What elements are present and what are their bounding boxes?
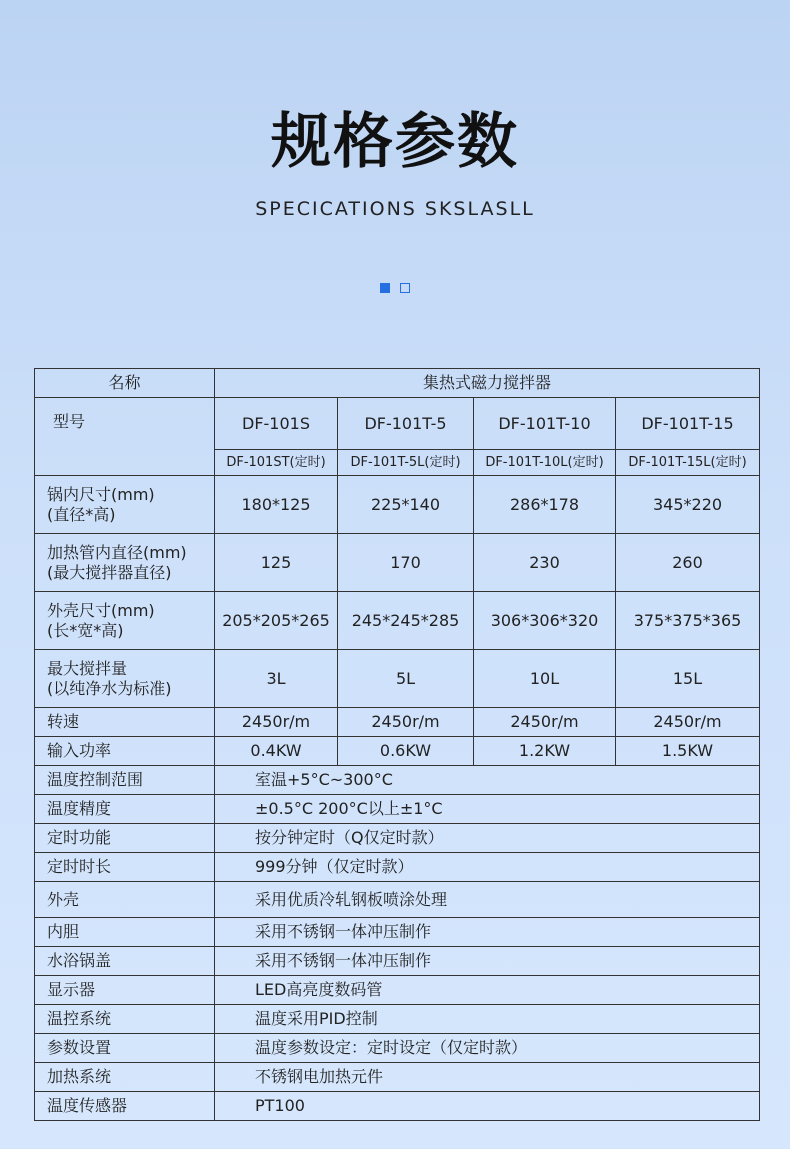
row-value: 10L: [474, 650, 616, 708]
row-value: 5L: [338, 650, 474, 708]
table-row: [35, 650, 760, 708]
row-value: 1.2KW: [474, 737, 616, 766]
row-value: 3L: [215, 650, 338, 708]
row-value: 采用优质冷轧钢板喷涂处理: [215, 882, 760, 918]
row-value: 温度采用PID控制: [215, 1005, 760, 1034]
model-cell: DF-101T-15: [616, 398, 760, 450]
row-value: LED高亮度数码管: [215, 976, 760, 1005]
row-label: 温度精度: [35, 795, 215, 824]
row-value: 2450r/m: [616, 708, 760, 737]
row-label: 内胆: [35, 918, 215, 947]
table-row: [35, 737, 760, 766]
page-subtitle: SPECICATIONS SKSLASLL: [255, 198, 535, 220]
row-value: 2450r/m: [215, 708, 338, 737]
row-label: 最大搅拌量 (以纯净水为标准): [35, 650, 215, 708]
model-timed-cell: DF-101T-5L(定时): [338, 450, 474, 476]
outline-square-icon: [400, 283, 410, 293]
row-label: 外壳尺寸(mm) (长*宽*高): [35, 592, 215, 650]
table-row: [35, 476, 760, 534]
table-row: [35, 534, 760, 592]
page-title: 规格参数: [271, 107, 519, 177]
spec-table: [34, 368, 760, 1121]
row-value: 温度参数设定：定时设定（仅定时款）: [215, 1034, 760, 1063]
model-cell: DF-101T-5: [338, 398, 474, 450]
row-value: 15L: [616, 650, 760, 708]
table-row: [35, 1034, 760, 1063]
row-label: 外壳: [35, 882, 215, 918]
row-value: 225*140: [338, 476, 474, 534]
row-value: 0.6KW: [338, 737, 474, 766]
row-label: 定时功能: [35, 824, 215, 853]
table-row: [35, 824, 760, 853]
row-value: 室温+5°C~300°C: [215, 766, 760, 795]
name-value: 集热式磁力搅拌器: [215, 369, 760, 398]
row-value: 245*245*285: [338, 592, 474, 650]
model-cell: DF-101T-10: [474, 398, 616, 450]
table-row: [35, 882, 760, 918]
table-row: [35, 1092, 760, 1121]
row-value: 2450r/m: [474, 708, 616, 737]
row-value: 2450r/m: [338, 708, 474, 737]
row-value: 230: [474, 534, 616, 592]
section-dots: [380, 283, 420, 295]
table-row: [35, 795, 760, 824]
model-label: 型号: [35, 398, 215, 476]
row-value: 0.4KW: [215, 737, 338, 766]
row-label: 锅内尺寸(mm) (直径*高): [35, 476, 215, 534]
filled-square-icon: [380, 283, 390, 293]
name-label: 名称: [35, 369, 215, 398]
row-value: 180*125: [215, 476, 338, 534]
row-value: 170: [338, 534, 474, 592]
row-value: PT100: [215, 1092, 760, 1121]
row-label: 参数设置: [35, 1034, 215, 1063]
model-cell: DF-101S: [215, 398, 338, 450]
row-value: 345*220: [616, 476, 760, 534]
row-label: 输入功率: [35, 737, 215, 766]
row-value: 125: [215, 534, 338, 592]
row-value: 不锈钢电加热元件: [215, 1063, 760, 1092]
model-timed-cell: DF-101ST(定时): [215, 450, 338, 476]
table-row: [35, 976, 760, 1005]
table-row-name: [35, 369, 760, 398]
row-value: 采用不锈钢一体冲压制作: [215, 947, 760, 976]
row-value: 375*375*365: [616, 592, 760, 650]
table-row: [35, 947, 760, 976]
model-timed-cell: DF-101T-10L(定时): [474, 450, 616, 476]
table-row: [35, 766, 760, 795]
row-label: 温度传感器: [35, 1092, 215, 1121]
row-value: 306*306*320: [474, 592, 616, 650]
row-value: 205*205*265: [215, 592, 338, 650]
table-row: [35, 592, 760, 650]
row-label: 显示器: [35, 976, 215, 1005]
row-value: ±0.5°C 200°C以上±1°C: [215, 795, 760, 824]
row-value: 999分钟（仅定时款）: [215, 853, 760, 882]
row-value: 260: [616, 534, 760, 592]
table-row: [35, 853, 760, 882]
table-row: [35, 708, 760, 737]
row-value: 按分钟定时（Q仅定时款）: [215, 824, 760, 853]
table-row: [35, 918, 760, 947]
row-label: 加热管内直径(mm) (最大搅拌器直径): [35, 534, 215, 592]
row-value: 1.5KW: [616, 737, 760, 766]
table-row-model: [35, 398, 760, 450]
row-value: 采用不锈钢一体冲压制作: [215, 918, 760, 947]
row-label: 温控系统: [35, 1005, 215, 1034]
row-label: 温度控制范围: [35, 766, 215, 795]
row-label: 转速: [35, 708, 215, 737]
row-label: 定时时长: [35, 853, 215, 882]
table-row: [35, 1005, 760, 1034]
row-label: 水浴锅盖: [35, 947, 215, 976]
row-label: 加热系统: [35, 1063, 215, 1092]
table-row: [35, 1063, 760, 1092]
row-value: 286*178: [474, 476, 616, 534]
model-timed-cell: DF-101T-15L(定时): [616, 450, 760, 476]
